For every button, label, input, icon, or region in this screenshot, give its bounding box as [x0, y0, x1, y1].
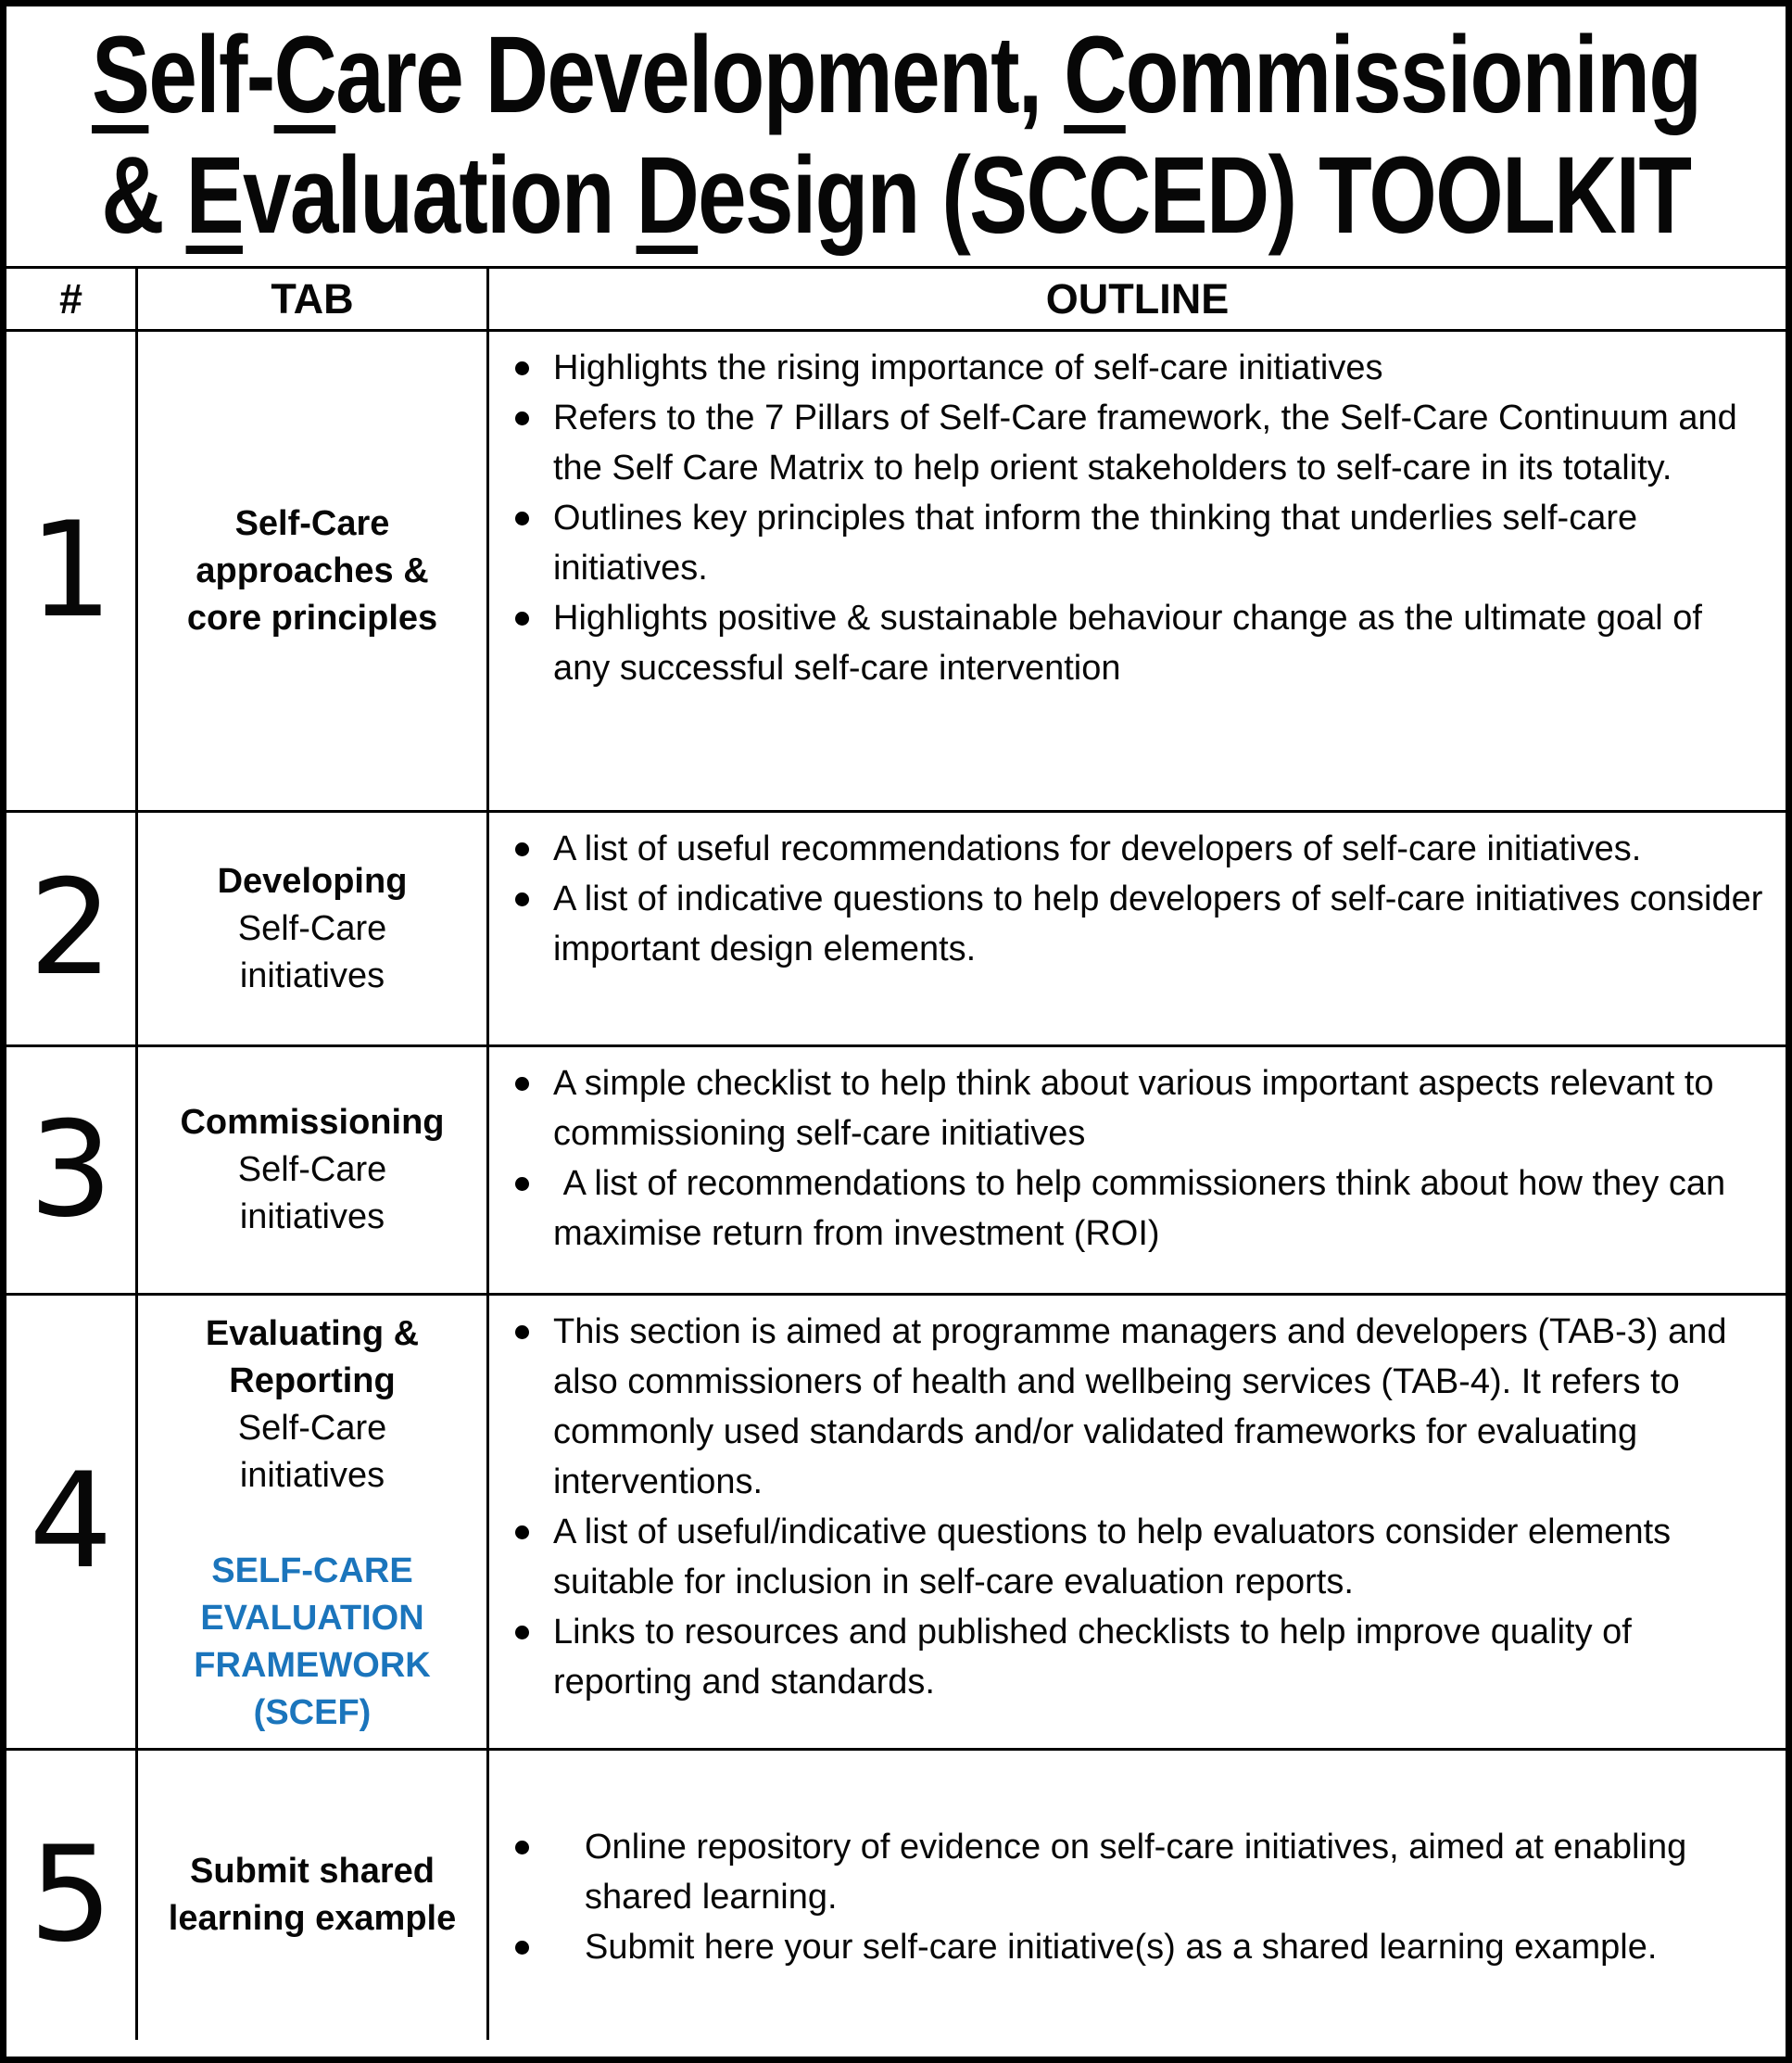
outline-bullet [515, 593, 1763, 693]
title-underlined-letter: S [91, 14, 149, 137]
title-underlined-letter: E [185, 134, 244, 257]
tab-cell [135, 813, 486, 1044]
outline-bullet [515, 1922, 1763, 1972]
row-number: 2 [29, 852, 113, 1005]
header-tab: TAB [135, 269, 486, 329]
table-row [6, 1748, 1786, 2040]
tab-label: Submit shared [190, 1852, 435, 1891]
header-outline: OUTLINE [486, 269, 1786, 329]
bullet-text: Refers to the 7 Pillars of Self-Care framework, the Self-Care Continuum and the Self Care Matrix to help orient stakeholders to self-care in its totality. [553, 399, 1748, 487]
tab-label: Evaluating & [205, 1314, 420, 1353]
title-underlined-letter: D [636, 134, 699, 257]
document-title [6, 6, 1786, 266]
title-text: elf- [148, 14, 274, 137]
tab-label: core principles [186, 598, 438, 638]
bullet-text: A list of useful/indicative questions to help evaluators consider elements suitable for inclusion in self-care evaluation reports. [553, 1512, 1681, 1601]
bullet-dot-icon [515, 842, 529, 856]
bullet-dot-icon [515, 1177, 529, 1191]
outline-cell [486, 813, 1786, 1044]
bullet-text: Links to resources and published checklists to help improve quality of reporting and standards. [553, 1613, 1642, 1702]
row-number: 3 [29, 1093, 113, 1247]
table-header-row [6, 266, 1786, 329]
table-row [6, 1044, 1786, 1293]
bullet-text: A list of useful recommendations for developers of self-care initiatives. [553, 829, 1642, 868]
title-line-2 [101, 134, 1691, 257]
bullet-dot-icon [515, 411, 529, 425]
bullet-text: A list of recommendations to help commissioners think about how they can maximise return from investment (ROI) [553, 1164, 1735, 1253]
outline-bullet [515, 1607, 1763, 1707]
tab-label-blue: FRAMEWORK [194, 1646, 431, 1685]
outline-bullet [515, 493, 1763, 593]
table-body [6, 329, 1786, 2040]
title-underlined-letter: C [1063, 14, 1126, 137]
row-number: 5 [29, 1818, 113, 1971]
title-text: esign (SCCED) TOOLKIT [698, 134, 1691, 257]
outline-cell [486, 1047, 1786, 1293]
tab-label: initiatives [239, 1456, 385, 1495]
bullet-text: This section is aimed at programme managers and developers (TAB-3) and also commissioners of health and wellbeing services (TAB-4). It refers to commonly used standards and/or validated frameworks for evaluating interventions. [553, 1312, 1737, 1501]
bullet-dot-icon [515, 361, 529, 375]
bullet-text: A list of indicative questions to help developers of self-care initiatives consider important design elements. [553, 880, 1773, 968]
bullet-dot-icon [515, 1325, 529, 1339]
bullet-dot-icon [515, 1841, 529, 1854]
tab-cell [135, 1047, 486, 1293]
tab-label: Self-Care [237, 1409, 387, 1448]
tab-label: learning example [168, 1899, 457, 1938]
bullet-dot-icon [515, 1525, 529, 1539]
row-number: 1 [29, 494, 113, 647]
bullet-text: A simple checklist to help think about various important aspects relevant to commissioning self-care initiatives [553, 1064, 1724, 1153]
tab-label: Self-Care [234, 503, 390, 543]
outline-bullet [515, 393, 1763, 493]
row-number: 4 [29, 1445, 113, 1598]
outline-cell [486, 1296, 1786, 1748]
outline-bullet [515, 1307, 1763, 1507]
title-line-1 [91, 14, 1701, 137]
outline-bullet [515, 1822, 1763, 1922]
title-text: are Development, [334, 14, 1064, 137]
table-row [6, 329, 1786, 810]
outline-cell [486, 332, 1786, 810]
tab-label: initiatives [239, 1197, 385, 1236]
outline-cell [486, 1751, 1786, 2040]
outline-bullet [515, 874, 1773, 974]
outline-bullet [515, 1058, 1763, 1158]
tab-label: approaches & [196, 551, 429, 590]
bullet-dot-icon [515, 1626, 529, 1639]
tab-label: initiatives [239, 956, 385, 995]
tab-label: Self-Care [237, 908, 387, 948]
tab-cell [135, 332, 486, 810]
tab-label-blue: (SCEF) [253, 1693, 372, 1732]
bullet-text: Submit here your self-care initiative(s) as a shared learning example. [585, 1928, 1658, 1967]
bullet-dot-icon [515, 1077, 529, 1091]
header-num: # [58, 274, 83, 323]
bullet-dot-icon [515, 892, 529, 906]
bullet-text: Outlines key principles that inform the thinking that underlies self-care initiatives. [553, 499, 1647, 588]
bullet-dot-icon [515, 512, 529, 525]
outline-bullet [515, 343, 1763, 393]
tab-label: Commissioning [180, 1103, 445, 1142]
bullet-dot-icon [515, 1941, 529, 1955]
title-text: & [101, 134, 186, 257]
tab-label: Reporting [229, 1361, 396, 1400]
title-text: ommissioning [1125, 14, 1701, 137]
bullet-text: Online repository of evidence on self-care initiatives, aimed at enabling shared learning. [585, 1828, 1697, 1917]
title-text: valuation [243, 134, 637, 257]
table-row [6, 1293, 1786, 1748]
tab-cell [135, 1751, 486, 2040]
outline-bullet [515, 1158, 1763, 1259]
tab-cell [135, 1296, 486, 1748]
bullet-text: Highlights the rising importance of self-care initiatives [553, 348, 1383, 387]
bullet-dot-icon [515, 612, 529, 626]
tab-label: Self-Care [237, 1150, 387, 1189]
title-underlined-letter: C [273, 14, 335, 137]
outline-bullet [515, 1507, 1763, 1607]
tab-label-blue: SELF-CARE [211, 1551, 413, 1590]
outline-bullet [515, 824, 1763, 874]
tab-label-blue: EVALUATION [200, 1599, 424, 1638]
bullet-text: Highlights positive & sustainable behaviour change as the ultimate goal of any successful self-care intervention [553, 599, 1712, 688]
table-row [6, 810, 1786, 1044]
tab-label: Developing [217, 861, 408, 901]
